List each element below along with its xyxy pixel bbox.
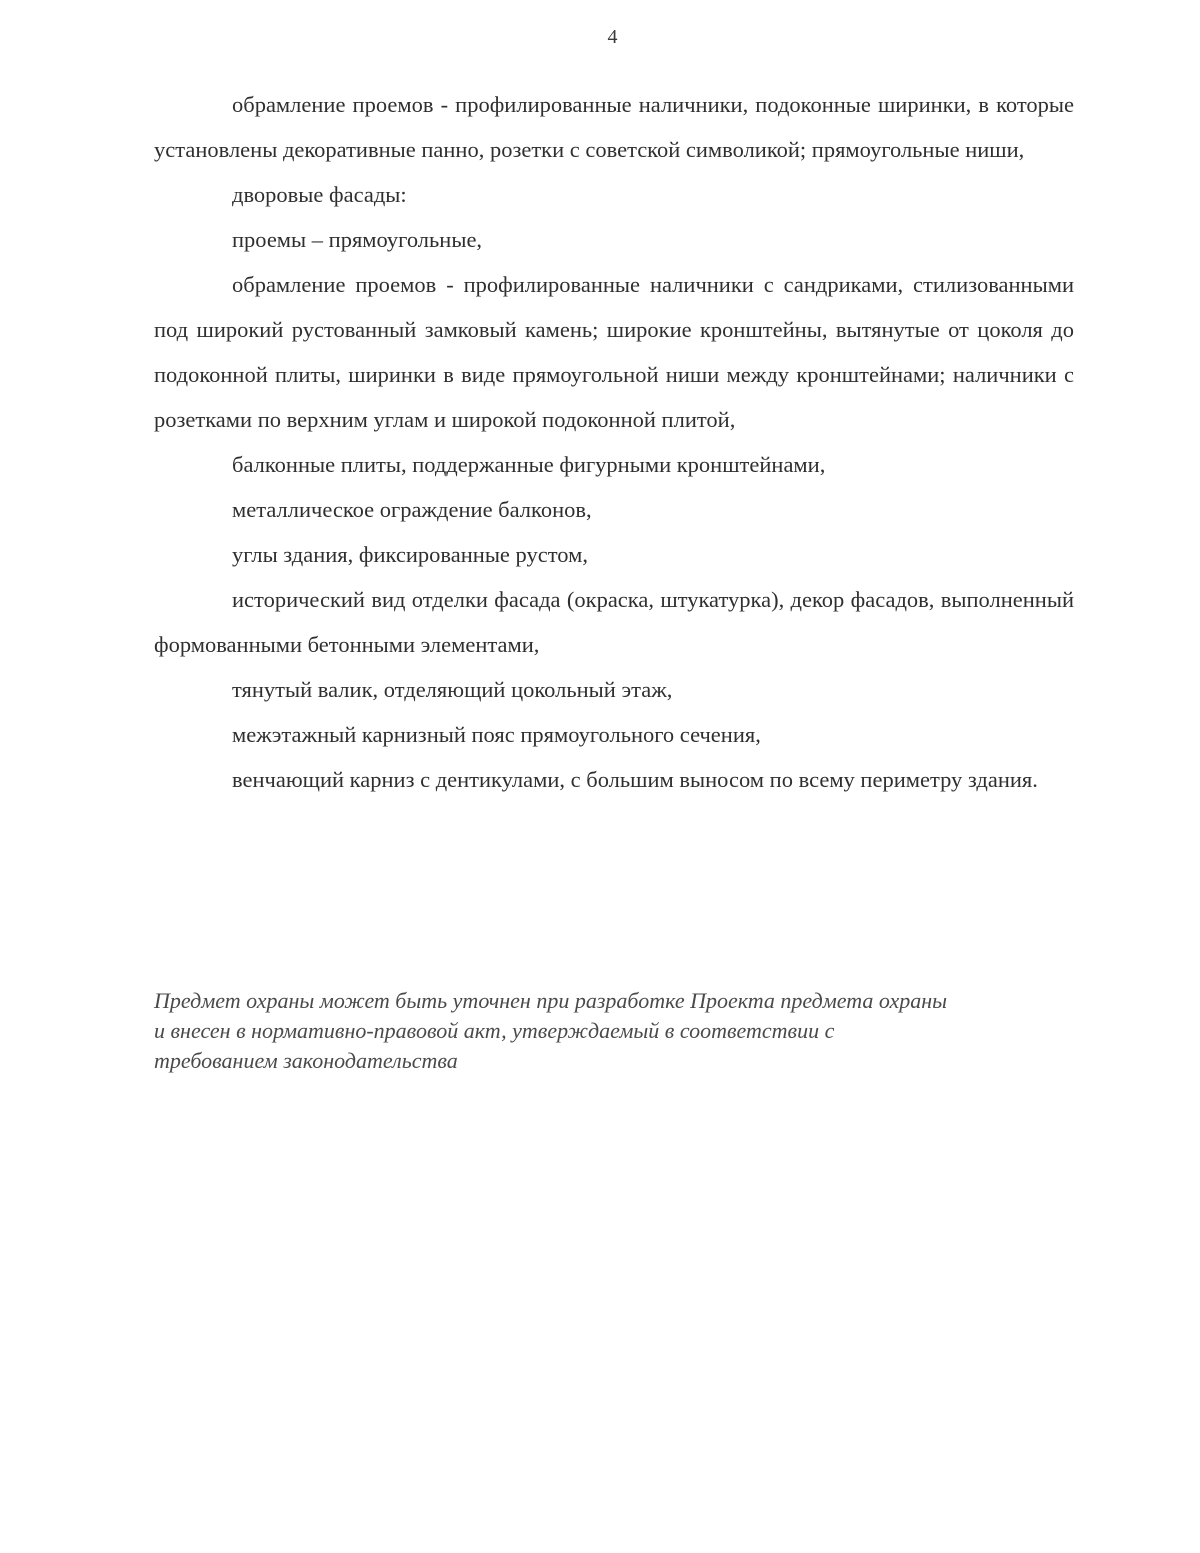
- document-body: [154, 82, 1074, 802]
- paragraph-pulled-molding: тянутый валик, отделяющий цокольный этаж,: [232, 677, 673, 702]
- paragraph-openings: проемы – прямоугольные,: [232, 227, 483, 252]
- paragraph-courtyard-framing: обрамление проемов - профилированные наличники с сандриками, стилизованными под широкий рустованный замковый камень; широкие кронштейны, вытянутые от цоколя до подоконной плиты, ширинки в виде прямоугольной ниши между кронштейнами; наличники с розетками по верхним углам и широкой подоконной плитой,: [154, 272, 1074, 432]
- paragraph-cornice-belt: межэтажный карнизный пояс прямоугольного сечения,: [232, 722, 761, 747]
- page-number: 4: [607, 26, 618, 48]
- note-line: требованием законодательства: [154, 1048, 458, 1073]
- note-line: Предмет охраны может быть уточнен при разработке Проекта предмета охраны: [154, 988, 948, 1013]
- note-line: и внесен в нормативно-правовой акт, утверждаемый в соответствии с: [154, 1018, 835, 1043]
- paragraph-balcony-slabs: балконные плиты, поддержанные фигурными кронштейнами,: [232, 452, 826, 477]
- paragraph-crowning-cornice: венчающий карниз с дентикулами, с большим выносом по всему периметру здания.: [232, 767, 1038, 792]
- paragraph-balcony-railing: металлическое ограждение балконов,: [232, 497, 592, 522]
- paragraph-window-framing: обрамление проемов - профилированные наличники, подоконные ширинки, в которые установлены декоративные панно, розетки с советской символикой; прямоугольные ниши,: [154, 92, 1074, 162]
- paragraph-building-corners: углы здания, фиксированные рустом,: [232, 542, 588, 567]
- paragraph-courtyard-facades: дворовые фасады:: [232, 182, 407, 207]
- paragraph-facade-finish: исторический вид отделки фасада (окраска, штукатурка), декор фасадов, выполненный формованными бетонными элементами,: [154, 587, 1074, 657]
- protection-subject-note: [154, 986, 1074, 1076]
